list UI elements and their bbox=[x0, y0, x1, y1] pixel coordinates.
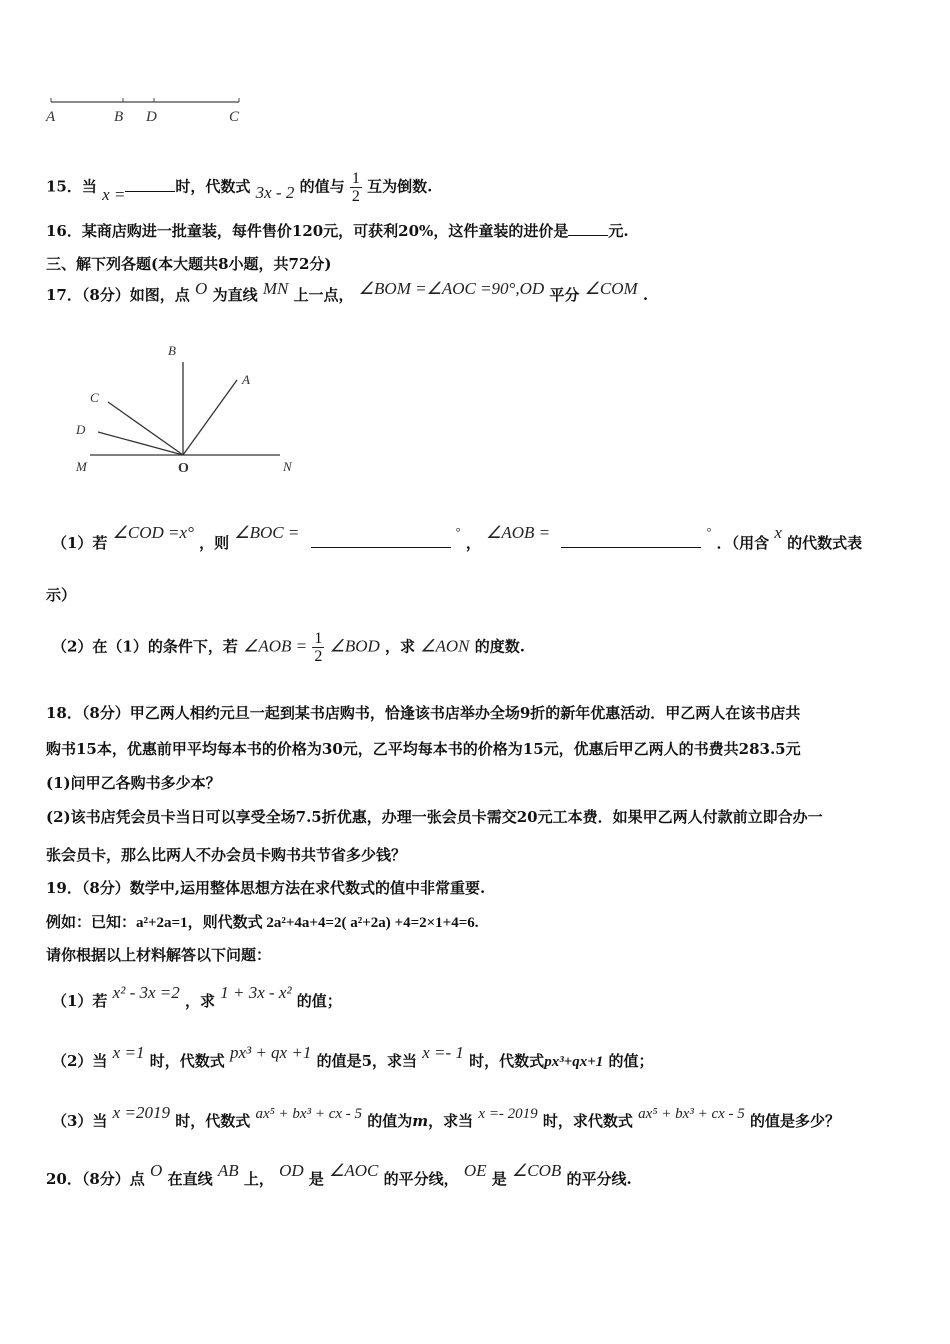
q19-p3-cond2: x =- 2019 bbox=[478, 1106, 538, 1122]
q17-p2-rhs: ∠BOD bbox=[329, 636, 380, 656]
q17-line: MN bbox=[262, 279, 289, 298]
q19-p3-mid2: 的值为 bbox=[367, 1112, 413, 1130]
q20-line: AB bbox=[217, 1161, 239, 1180]
q17-p2-frac-num: 1 bbox=[314, 630, 323, 647]
question-20 bbox=[46, 1161, 632, 1189]
q15-mid2: 的值与 bbox=[299, 177, 345, 196]
question-19-example bbox=[46, 911, 479, 932]
q20-is2: 是 bbox=[491, 1170, 507, 1188]
q20-mid3: 的平分线， bbox=[383, 1170, 459, 1188]
q15-expr: 3x - 2 bbox=[255, 182, 295, 202]
q19-p3-cond: x =2019 bbox=[112, 1103, 170, 1122]
question-17-part-2 bbox=[52, 630, 525, 665]
q19-p2-prefix: （2）当 bbox=[52, 1052, 108, 1070]
q18-line2: 购书15本，优惠前甲平均每本书的价格为30元，乙平均每本书的价格为15元，优惠后甲乙两人的书费共283.5元 bbox=[46, 740, 801, 758]
fig-label-d: D bbox=[76, 422, 86, 437]
q15-suffix: 互为倒数. bbox=[367, 177, 433, 196]
q15-prefix: 15．当 bbox=[46, 177, 97, 196]
q17-p1-then: ，则 bbox=[199, 534, 230, 552]
q18-line1: 18．（8分）甲乙两人相约元旦一起到某书店购书，恰逢该书店举办全场9折的新年优惠活动．甲乙两人在该书店共 bbox=[46, 704, 801, 722]
question-18-line-3 bbox=[46, 772, 221, 793]
q17-p1-a2: ∠AOB = bbox=[486, 523, 551, 542]
fig-label-o: O bbox=[178, 461, 189, 476]
q17-p1-blank2 bbox=[561, 547, 701, 548]
q17-p1-a1: ∠BOC = bbox=[234, 523, 300, 542]
section-3-title-text: 三、解下列各题(本大题共8小题，共72分) bbox=[46, 255, 332, 273]
fig-label-c: C bbox=[90, 390, 99, 405]
q19-p3-prefix: （3）当 bbox=[52, 1112, 108, 1130]
q17-mid3: 平分 bbox=[549, 286, 580, 304]
question-17-part-1-wrap bbox=[46, 584, 76, 605]
label-b: B bbox=[114, 109, 124, 125]
q19-p2-mid3: 时，代数式 bbox=[469, 1052, 545, 1070]
q15-mid: 时，代数式 bbox=[175, 177, 251, 196]
q17-p1-blank1 bbox=[311, 547, 451, 548]
question-18-line-2 bbox=[46, 738, 801, 759]
q19-p2-expr: px³ + qx +1 bbox=[229, 1043, 312, 1062]
q17-mid: 为直线 bbox=[212, 286, 258, 304]
fig-label-n: N bbox=[283, 459, 292, 474]
q17-p2-lhs: ∠AOB = bbox=[243, 636, 308, 656]
q17-p1-var: x bbox=[774, 523, 782, 542]
fig-label-b: B bbox=[168, 343, 176, 358]
q17-p1-suffix: ．（用含 bbox=[716, 534, 770, 552]
q18-line4: (2)该书店凭会员卡当日可以享受全场7.5折优惠，办理一张会员卡需交20元工本费．如果甲乙两人付款前立即合办一 bbox=[46, 808, 823, 826]
q19-line1: 19．（8分）数学中,运用整体思想方法在求代数式的值中非常重要. bbox=[46, 879, 486, 897]
q19-p1-expr: 1 + 3x - x² bbox=[220, 983, 292, 1002]
q20-point: O bbox=[150, 1161, 163, 1180]
q19-p3-mid4: 时，求代数式 bbox=[542, 1112, 633, 1130]
question-19-part-1 bbox=[52, 983, 342, 1011]
ray-od bbox=[98, 432, 183, 455]
q20-mid2: 上， bbox=[243, 1170, 274, 1188]
q19-p1-prefix: （1）若 bbox=[52, 992, 108, 1010]
segment-figure bbox=[40, 92, 250, 128]
q20-oe: OE bbox=[463, 1161, 487, 1180]
q17-p1-sep: ， bbox=[465, 534, 481, 552]
q18-line5: 张会员卡，那么比两人不办会员卡购书共节省多少钱？ bbox=[46, 846, 407, 864]
q19-p1-cond: x² - 3x =2 bbox=[112, 983, 180, 1002]
q16-suffix: 元. bbox=[608, 222, 629, 240]
q19-p3-mid: 时，代数式 bbox=[175, 1112, 251, 1130]
q19-p3-suffix: 的值是多少？ bbox=[750, 1112, 841, 1130]
q17-p1-wrap: 示） bbox=[46, 586, 77, 604]
q20-prefix: 20．（8分）点 bbox=[46, 1170, 145, 1188]
q17-mid2: 上一点， bbox=[293, 286, 354, 304]
q20-angle2: ∠COB bbox=[512, 1161, 562, 1180]
q20-suffix: 的平分线. bbox=[566, 1170, 632, 1188]
q19-example-prefix: 例如：已知： bbox=[46, 913, 137, 931]
q17-angle: ∠COM bbox=[584, 279, 638, 298]
q20-angle1: ∠AOC bbox=[329, 1161, 379, 1180]
q17-p1-deg1: ° bbox=[455, 525, 461, 539]
q19-p2-cond2: x =- 1 bbox=[422, 1043, 464, 1062]
question-15 bbox=[46, 170, 432, 205]
q19-p3-expr: ax⁵ + bx³ + cx - 5 bbox=[255, 1106, 363, 1122]
q17-p1-prefix: （1）若 bbox=[52, 534, 108, 552]
q19-p3-mid3: ，求当 bbox=[428, 1112, 474, 1130]
ray-oc bbox=[108, 402, 183, 455]
section-3-title bbox=[46, 253, 332, 274]
q17-prefix: 17．（8分）如图，点 bbox=[46, 286, 190, 304]
question-18-line-1 bbox=[46, 702, 800, 723]
q19-p1-mid: ，求 bbox=[184, 992, 215, 1010]
q20-od: OD bbox=[279, 1161, 304, 1180]
q19-p2-expr2: px³+qx+1 bbox=[544, 1054, 604, 1070]
ray-oa bbox=[183, 380, 237, 455]
q18-line3: (1)问甲乙各购书多少本？ bbox=[46, 774, 221, 792]
question-18-line-4 bbox=[46, 806, 823, 827]
q15-var: x = bbox=[102, 184, 126, 204]
q19-p2-cond: x =1 bbox=[112, 1043, 145, 1062]
question-17 bbox=[46, 279, 649, 305]
question-19-line-3 bbox=[46, 944, 271, 965]
q19-p3-m: m bbox=[412, 1112, 429, 1130]
q15-blank bbox=[125, 191, 175, 192]
q17-p1-suffix2: 的代数式表 bbox=[787, 534, 863, 552]
q17-p2-prefix: （2）在（1）的条件下，若 bbox=[52, 637, 238, 656]
q19-example-eq: a²+2a=1，则代数式 2a²+4a+4=2( a²+2a) +4=2×1+4=6. bbox=[136, 915, 479, 931]
q19-p3-expr2: ax⁵ + bx³ + cx - 5 bbox=[638, 1106, 745, 1122]
q19-p2-mid: 时，代数式 bbox=[149, 1052, 225, 1070]
q17-p2-suffix: 的度数. bbox=[474, 637, 525, 656]
label-d: D bbox=[146, 109, 157, 125]
q16-text: 16．某商店购进一批童装，每件售价120元，可获利20%，这件童装的进价是 bbox=[46, 222, 569, 240]
question-19-part-3 bbox=[52, 1103, 841, 1131]
q15-frac-den: 2 bbox=[351, 188, 360, 205]
question-16 bbox=[46, 220, 629, 241]
question-19-line-1 bbox=[46, 877, 485, 898]
fig-label-a: A bbox=[242, 372, 250, 387]
fig-label-m: M bbox=[76, 459, 87, 474]
q20-mid: 在直线 bbox=[167, 1170, 213, 1188]
q17-p2-fraction bbox=[312, 630, 324, 665]
label-c: C bbox=[229, 109, 240, 125]
q19-p2-suffix: 的值； bbox=[608, 1052, 654, 1070]
angle-figure bbox=[70, 340, 310, 480]
q17-p2-mid: ，求 bbox=[385, 637, 416, 656]
label-a: A bbox=[46, 109, 56, 125]
question-19-part-2 bbox=[52, 1043, 654, 1071]
q17-cond: ∠BOM =∠AOC =90°,OD bbox=[358, 279, 545, 298]
question-17-part-1 bbox=[52, 523, 863, 553]
question-18-line-5 bbox=[46, 844, 406, 865]
q17-p2-target: ∠AON bbox=[420, 636, 470, 656]
q19-p2-mid2: 的值是5，求当 bbox=[316, 1052, 418, 1070]
q19-p1-suffix: 的值； bbox=[296, 992, 342, 1010]
q17-suffix: . bbox=[642, 286, 649, 304]
q15-frac-num: 1 bbox=[351, 170, 360, 187]
q15-fraction bbox=[350, 170, 362, 205]
q20-is: 是 bbox=[308, 1170, 324, 1188]
q16-blank bbox=[568, 235, 608, 236]
q19-line3: 请你根据以上材料解答以下问题： bbox=[46, 946, 272, 964]
q17-point: O bbox=[195, 279, 208, 298]
q17-p1-deg2: ° bbox=[706, 525, 712, 539]
q17-p2-frac-den: 2 bbox=[314, 648, 323, 665]
q17-p1-cond: ∠COD =x° bbox=[112, 523, 194, 542]
